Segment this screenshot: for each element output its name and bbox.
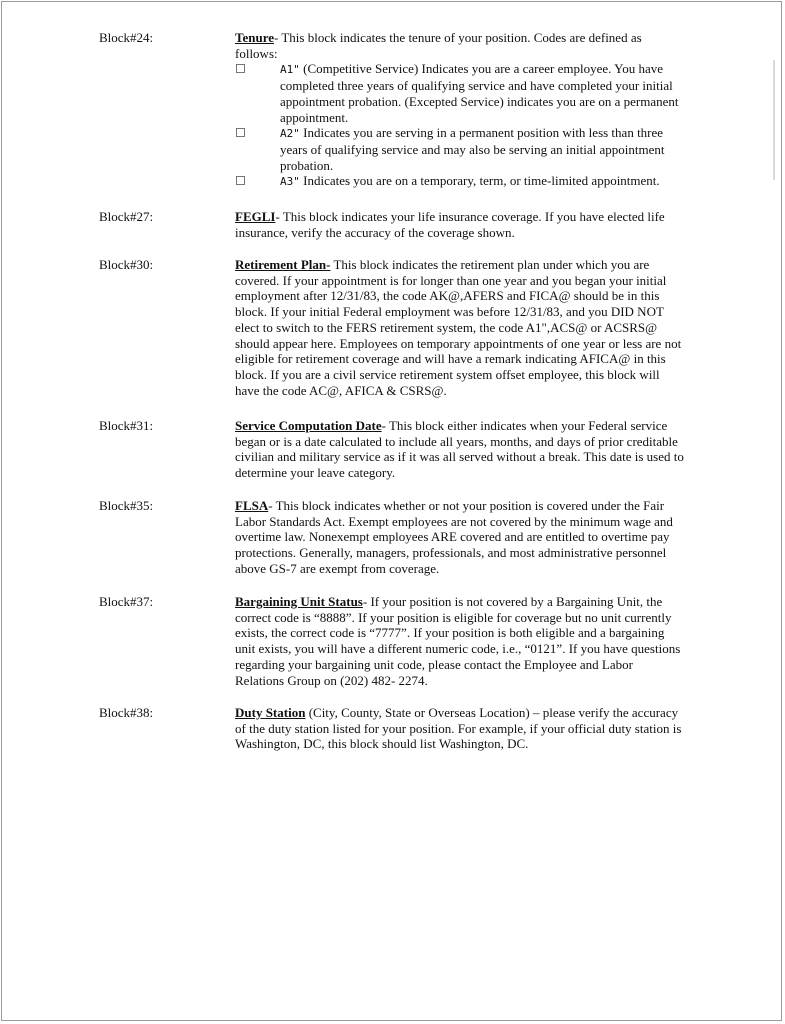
block-term: Tenure bbox=[235, 30, 275, 45]
block-text: - This block indicates your life insurance coverage. If you have elected life insurance, verify the accuracy of the coverage shown. bbox=[235, 209, 665, 240]
block-description bbox=[235, 257, 685, 398]
block-description bbox=[235, 705, 685, 752]
checkbox-bullet-icon bbox=[236, 64, 245, 73]
block-intro: - This block indicates the tenure of your position. Codes are defined as follows: bbox=[235, 30, 642, 61]
list-item bbox=[235, 61, 685, 125]
block-label: Block#35: bbox=[99, 498, 154, 513]
block-label: Block#31: bbox=[99, 418, 154, 433]
tenure-code: A1" bbox=[280, 63, 300, 77]
tenure-code-text: Indicates you are serving in a permanent position with less than three years of qualifying service and may also be serving an initial appointment probation. bbox=[280, 125, 665, 173]
block-label: Block#37: bbox=[99, 594, 154, 609]
block-text: This block indicates the retirement plan under which you are covered. If your appointment is for longer than one year and you began your initial employment after 12/31/83, the code AK@,AFERS and FICA@ should be in this block. If your initial Federal employment was before 12/31/83, and you DID NOT elect to switch to the FERS retirement system, the code A1",ACS@ or ACSRS@ should appear here. Employees on temporary appointments of one year or less are not eligible for retirement coverage and will have a remark indicating AFICA@ in this block. If you are a civil service retirement system offset employee, this block will have the code AC@, AFICA & CSRS@. bbox=[235, 257, 682, 398]
checkbox-bullet-icon bbox=[236, 128, 245, 137]
tenure-code: A3" bbox=[280, 175, 300, 189]
block-label: Block#30: bbox=[99, 257, 154, 272]
list-item bbox=[235, 125, 685, 173]
block-text: - If your position is not covered by a Bargaining Unit, the correct code is “8888”. If your position is eligible for coverage but no unit currently exists, the correct code is “7777”. If your position is both eligible and a bargaining unit exists, you will have a different numeric code, i.e., “0121”. If you have questions regarding your bargaining unit code, please contact the Employee and Labor Relations Group on (202) 482- 2274. bbox=[235, 594, 681, 688]
block-term: FLSA bbox=[235, 498, 269, 513]
block-text: - This block either indicates when your Federal service began or is a date calculated to include all years, months, and days of prior creditable civilian and military service as if it was all served without a break. This date is used to determine your leave category. bbox=[235, 418, 684, 481]
block-description bbox=[235, 418, 685, 481]
tenure-code: A2" bbox=[280, 127, 300, 141]
tenure-code-list bbox=[235, 61, 685, 190]
block-term: Bargaining Unit Status bbox=[235, 594, 363, 609]
block-term: Service Computation Date bbox=[235, 418, 382, 433]
block-description bbox=[235, 498, 685, 577]
block-term: FEGLI bbox=[235, 209, 276, 224]
block-description bbox=[235, 209, 685, 240]
list-item bbox=[235, 173, 685, 190]
block-description bbox=[235, 594, 685, 688]
block-description bbox=[235, 30, 685, 190]
block-text: (City, County, State or Overseas Location) – please verify the accuracy of the duty station listed for your position. For example, if your official duty station is Washington, DC, this block should list Washington, DC. bbox=[235, 705, 682, 752]
tenure-code-text: (Competitive Service) Indicates you are a career employee. You have completed three years of qualifying service and have completed your initial appointment probation. (Excepted Service) indicates you are on a permanent appointment. bbox=[280, 61, 679, 125]
block-term: Retirement Plan- bbox=[235, 257, 331, 272]
block-text: - This block indicates whether or not your position is covered under the Fair Labor Standards Act. Exempt employees are not covered by the minimum wage and overtime law. Nonexempt employees ARE covered and are entitled to overtime pay protections. Generally, managers, professionals, and most administrative personnel above GS-7 are exempt from coverage. bbox=[235, 498, 673, 576]
block-label: Block#24: bbox=[99, 30, 154, 45]
block-label: Block#38: bbox=[99, 705, 154, 720]
block-label: Block#27: bbox=[99, 209, 154, 224]
checkbox-bullet-icon bbox=[236, 176, 245, 185]
scan-artifact-line bbox=[773, 60, 775, 180]
tenure-code-text: Indicates you are on a temporary, term, or time-limited appointment. bbox=[299, 173, 660, 189]
block-term: Duty Station bbox=[235, 705, 306, 720]
